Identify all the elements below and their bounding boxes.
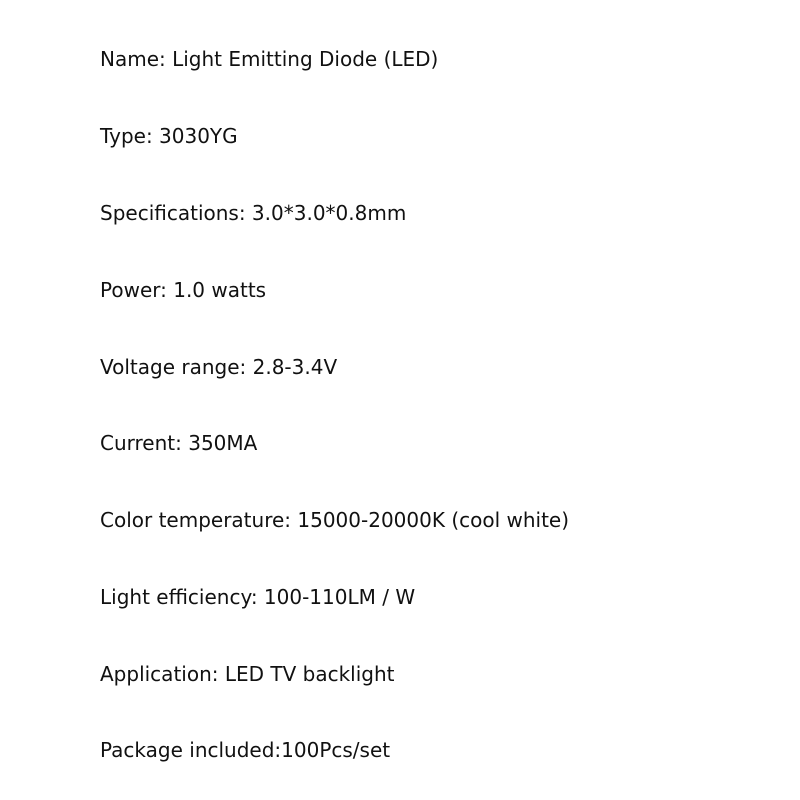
spec-color-temperature: Color temperature: 15000-20000K (cool white)	[100, 508, 570, 532]
spec-application: Application: LED TV backlight	[100, 662, 395, 686]
spec-current: Current: 350MA	[100, 431, 258, 455]
spec-package-included: Package included:100Pcs/set	[100, 738, 391, 762]
spec-light-efficiency: Light efficiency: 100-110LM / W	[100, 585, 416, 609]
spec-name: Name: Light Emitting Diode (LED)	[100, 47, 439, 71]
spec-power: Power: 1.0 watts	[100, 278, 267, 302]
spec-dimensions: Specifications: 3.0*3.0*0.8mm	[100, 201, 407, 225]
product-spec-list	[100, 0, 780, 800]
spec-voltage-range: Voltage range: 2.8-3.4V	[100, 355, 338, 379]
spec-type: Type: 3030YG	[100, 124, 238, 148]
